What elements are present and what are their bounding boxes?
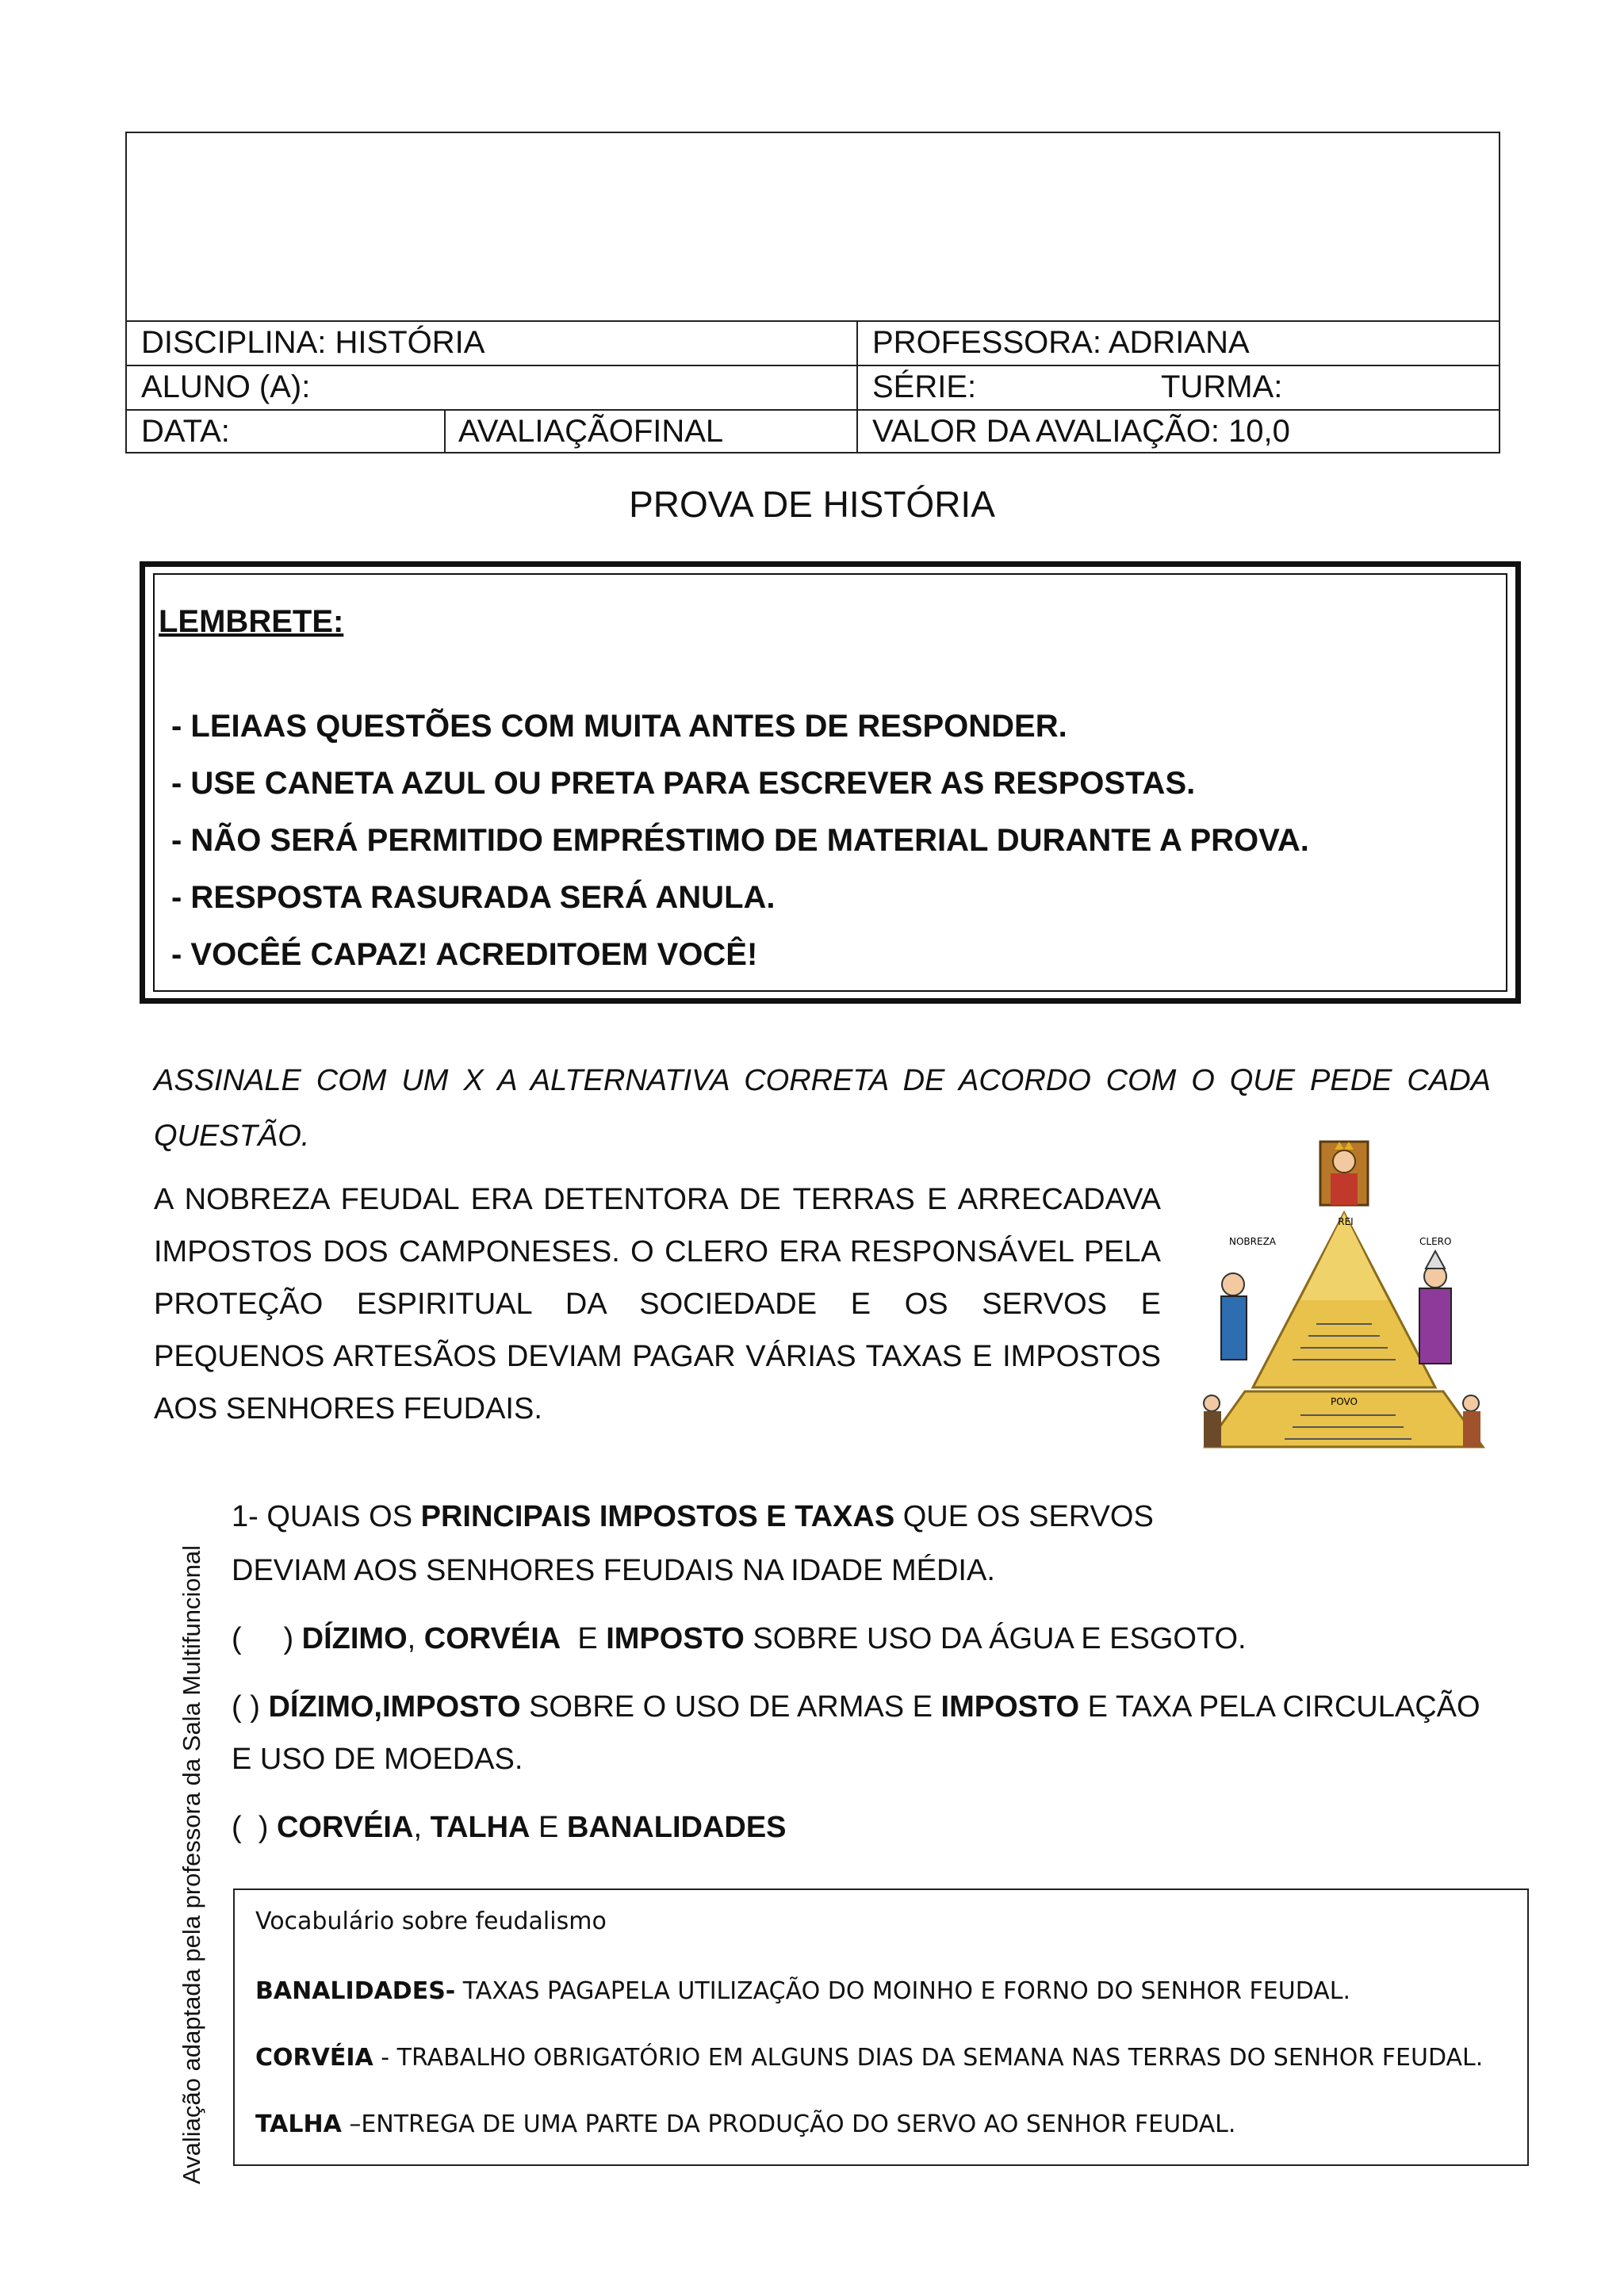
- instruction-text: ASSINALE COM UM X A ALTERNATIVA CORRETA DE ACORDO COM O QUE PEDE CADA QUESTÃO.: [154, 1064, 1491, 1153]
- feudal-pyramid-illustration: [1189, 1126, 1499, 1459]
- assessment-type: AVALIAÇÃOFINAL: [458, 414, 724, 449]
- vocabulary-term: TALHA: [255, 2110, 342, 2138]
- label-clergy: CLERO: [1419, 1236, 1452, 1247]
- option-term: IMPOSTO: [940, 1690, 1080, 1724]
- question-text: QUE OS SERVOS: [894, 1500, 1154, 1533]
- mitre-icon: [1426, 1251, 1445, 1269]
- king-robe: [1331, 1173, 1358, 1205]
- vocabulary-box: [233, 1888, 1529, 2166]
- option-term: TALHA: [430, 1811, 530, 1844]
- checkbox[interactable]: ( ): [232, 1690, 269, 1724]
- vocabulary-item: [255, 2042, 1483, 2074]
- table-divider: [127, 365, 1499, 366]
- option-2-line-2: E USO DE MOEDAS.: [232, 1743, 523, 1776]
- vocabulary-item: [255, 1976, 1350, 2007]
- table-divider: [127, 409, 1499, 411]
- peasant-body: [1463, 1411, 1480, 1447]
- vocabulary-title: Vocabulário sobre feudalismo: [255, 1908, 607, 1935]
- question-emphasis: PRINCIPAIS IMPOSTOS E TAXAS: [420, 1500, 895, 1533]
- student-field: ALUNO (A):: [141, 369, 311, 404]
- option-term: DÍZIMO,IMPOSTO: [268, 1690, 521, 1724]
- context-paragraph: A NOBREZA FEUDAL ERA DETENTORA DE TERRAS E ARRECADAVA IMPOSTOS DOS CAMPONESES. O CLERO ERA RESPONSÁVEL PELA PROTEÇÃO ESPIRITUAL DA SOCIEDADE E OS SERVOS E PEQUENOS ARTESÃOS DEVIAM PAGAR VÁRIAS TAXAS E IMPOSTOS AOS SENHORES FEUDAIS.: [154, 1183, 1161, 1425]
- noble-figure: [1222, 1273, 1244, 1295]
- worker-figure: [1204, 1395, 1220, 1411]
- side-note: Avaliação adaptada pela professora da Sala Multifuncional: [178, 1545, 205, 2184]
- option-term: CORVÉIA: [423, 1622, 561, 1655]
- label-nobility: NOBREZA: [1229, 1236, 1277, 1247]
- question-number: 1-: [232, 1500, 259, 1533]
- checkbox[interactable]: ( ): [232, 1622, 302, 1655]
- question-1-line-2: DEVIAM AOS SENHORES FEUDAIS NA IDADE MÉDIA.: [232, 1554, 995, 1587]
- question-1-line-1: [232, 1495, 1154, 1538]
- grade-field: SÉRIE:: [872, 369, 977, 404]
- reminder-item: - LEIAAS QUESTÕES COM MUITA ANTES DE RESPONDER.: [171, 709, 1067, 744]
- table-divider: [444, 409, 446, 452]
- vocabulary-item: [255, 2109, 1235, 2141]
- worker-body: [1204, 1411, 1221, 1447]
- table-divider: [856, 320, 858, 452]
- reminder-item: - RESPOSTA RASURADA SERÁ ANULA.: [171, 880, 776, 915]
- option-term: IMPOSTO: [606, 1622, 745, 1655]
- date-field: DATA:: [141, 414, 230, 449]
- header-table: [125, 132, 1500, 453]
- peasant-figure: [1463, 1395, 1479, 1411]
- reminder-heading: LEMBRETE:: [159, 604, 344, 639]
- option-term: BANALIDADES: [566, 1811, 787, 1844]
- option-text: ,: [413, 1811, 431, 1844]
- label-people: POVO: [1331, 1396, 1358, 1407]
- option-2[interactable]: [232, 1686, 1480, 1728]
- vocabulary-definition: - TRABALHO OBRIGATÓRIO EM ALGUNS DIAS DA SEMANA NAS TERRAS DO SENHOR FEUDAL.: [373, 2044, 1484, 2072]
- vocabulary-definition: TAXAS PAGAPELA UTILIZAÇÃO DO MOINHO E FORNO DO SENHOR FEUDAL.: [455, 1977, 1351, 2005]
- checkbox[interactable]: ( ): [232, 1811, 277, 1844]
- option-text: SOBRE O USO DE ARMAS E: [520, 1690, 941, 1724]
- clergy-robe: [1419, 1288, 1451, 1364]
- option-1[interactable]: [232, 1617, 1247, 1660]
- reminder-item: - NÃO SERÁ PERMITIDO EMPRÉSTIMO DE MATERIAL DURANTE A PROVA.: [171, 823, 1309, 858]
- question-text: QUAIS OS: [258, 1500, 421, 1533]
- noble-body: [1221, 1296, 1247, 1360]
- option-text: E: [561, 1622, 607, 1655]
- reminder-item: - VOCÊÉ CAPAZ! ACREDITOEM VOCÊ!: [171, 937, 758, 972]
- vocabulary-definition: –ENTREGA DE UMA PARTE DA PRODUÇÃO DO SERVO AO SENHOR FEUDAL.: [341, 2110, 1236, 2138]
- option-3[interactable]: [232, 1806, 787, 1849]
- page-title: PROVA DE HISTÓRIA: [629, 484, 995, 525]
- assessment-value: VALOR DA AVALIAÇÃO: 10,0: [872, 414, 1290, 449]
- teacher-label: PROFESSORA: ADRIANA: [872, 325, 1250, 360]
- option-text: E TAXA PELA CIRCULAÇÃO: [1079, 1690, 1480, 1724]
- vocabulary-term: CORVÉIA: [255, 2044, 373, 2072]
- label-king: REI: [1338, 1216, 1354, 1227]
- option-term: CORVÉIA: [276, 1811, 414, 1844]
- option-text: E: [530, 1811, 567, 1844]
- discipline-label: DISCIPLINA: HISTÓRIA: [141, 325, 485, 360]
- vocabulary-term: BANALIDADES-: [255, 1977, 456, 2005]
- option-term: DÍZIMO: [301, 1622, 408, 1655]
- option-text: SOBRE USO DA ÁGUA E ESGOTO.: [744, 1622, 1247, 1655]
- option-text: ,: [407, 1622, 424, 1655]
- reminder-item: - USE CANETA AZUL OU PRETA PARA ESCREVER AS RESPOSTAS.: [171, 766, 1196, 801]
- king-figure: [1333, 1150, 1355, 1173]
- class-field: TURMA:: [1161, 369, 1283, 404]
